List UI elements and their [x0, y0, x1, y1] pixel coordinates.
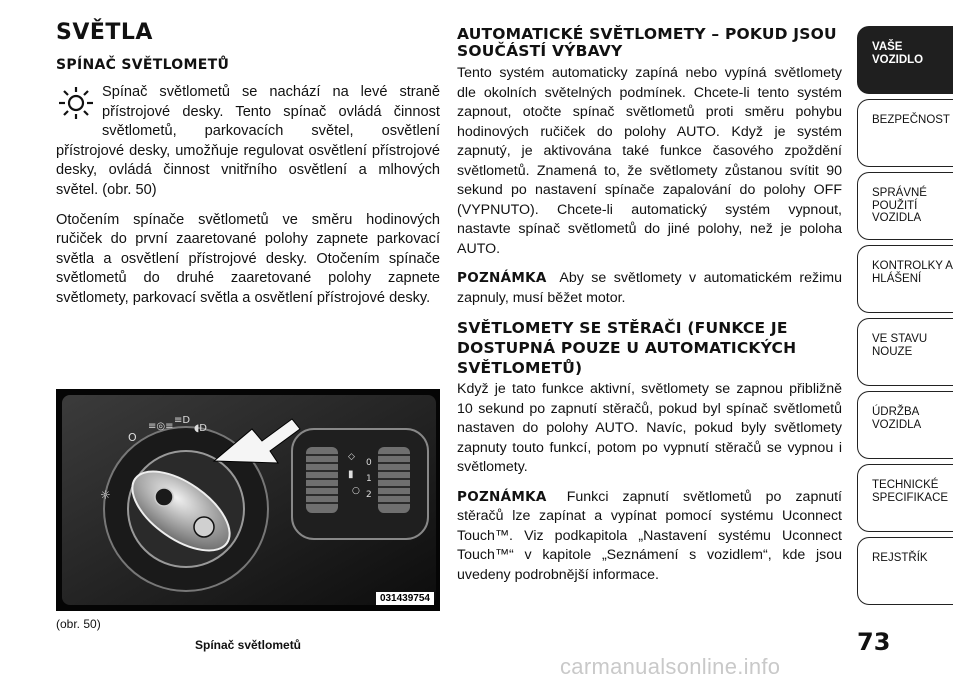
tab-rejstrik[interactable]: REJSTŘÍK: [857, 537, 953, 605]
light-sun-icon: [56, 85, 96, 123]
paragraph-text: Když je tato funkce aktivní, světlomety se zapnou přibližně 10 sekund po zapnutí stěračů, pokud byl spínač světlometů nastaven do polohy AUTO. Navíc, pokud byly světlomety zapnuty touto funkcí, potom po vypnutí stěračů se vypnou i světlomety.: [457, 381, 842, 475]
svg-text:▮: ▮: [348, 469, 354, 480]
page-number: 73: [857, 628, 891, 656]
right-column: [457, 26, 842, 595]
section-title: SVĚTLA: [56, 20, 153, 45]
left-column: [56, 20, 440, 319]
watermark: carmanualsonline.info: [560, 654, 781, 679]
svg-text:◖D: ◖D: [194, 423, 207, 434]
figure-reference: (obr. 50): [56, 617, 101, 631]
note-text: Funkci zapnutí světlometů po zapnutí stěračů lze zapínat a vypínat pomocí systému Uconnect Touch™. Viz podkapitola „Nastavení systému Uconnect Touch™“ v kapitole „Seznámení s vozidlem“, kde jsou uvedeny podrobnější informace.: [457, 488, 843, 583]
note-text: Aby se světlomety v automatickém režimu zapnuly, musí běžet motor.: [457, 270, 842, 306]
note-paragraph: [457, 269, 842, 308]
svg-text:≡◎≡: ≡◎≡: [148, 421, 174, 432]
paragraph-text: Otočením spínače světlometů ve směru hodinových ručiček do první zaaretované polohy zapnete parkovací světla a osvětlení přístrojové desky. Otočením spínače světlometů do druhé zaaretované polohy zapnete světlomety, parkovací světla a osvětlení přístrojové desky.: [56, 211, 440, 306]
tab-udrzba[interactable]: ÚDRŽBA VOZIDLA: [857, 391, 953, 459]
subsection-title: SPÍNAČ SVĚTLOMETŮ: [56, 57, 230, 73]
paragraph-text: Tento systém automaticky zapíná nebo vypíná světlomety dle okolních světelných podmínek. Chcete-li tento systém zapnout, otočte spínač světlometů proti směru pohybu hodinových ručiček do polohy AUTO. Když je systém zapnutý, je aktivována také funkce časového zpoždění světlometů. Znamená to, že světlomety zůstanou svítit 90 sekund po nastavení spínače zapalování do polohy OFF (VYPNUTO). Chcete-li automatický systém vypnout, nastavte spínač světlometů do jiné polohy, než je poloha AUTO.: [457, 65, 842, 257]
headlight-switch-illustration: [56, 389, 440, 611]
tab-vase-vozidlo[interactable]: VAŠE VOZIDLO: [857, 26, 953, 94]
tab-kontrolky[interactable]: KONTROLKY A HLÁŠENÍ: [857, 245, 953, 313]
svg-text:○: ○: [352, 486, 360, 496]
note-label: POZNÁMKA: [457, 488, 547, 505]
tab-bezpecnost[interactable]: BEZPEČNOST: [857, 99, 953, 167]
tab-spravne-pouziti[interactable]: SPRÁVNÉ POUŽITÍ VOZIDLA: [857, 172, 953, 240]
dial-label: 0: [366, 458, 372, 468]
svg-text:O: O: [128, 431, 137, 444]
svg-text:◇: ◇: [348, 452, 355, 462]
svg-text:≡D: ≡D: [174, 415, 191, 426]
tab-ve-stavu-nouze[interactable]: VE STAVU NOUZE: [857, 318, 953, 386]
wiper-headlights-heading: SVĚTLOMETY SE STĚRAČI (FUNKCE JE DOSTUPNÁ POUZE U AUTOMATICKÝCH SVĚTLOMETŮ): [457, 319, 797, 377]
note-label: POZNÁMKA: [457, 270, 547, 286]
chapter-tabs: [857, 26, 953, 610]
svg-text:☼: ☼: [100, 488, 111, 502]
paragraph-text: Spínač světlometů se nachází na levé straně přístrojové desky. Tento spínač ovládá činnost světlometů, parkovacích světel, osvětlení přístrojové desky, umožňuje regulovat osvětlení přístrojové desky, ovládá činnost vnitřního osvětlení a mlhových světel. (obr. 50): [56, 84, 440, 198]
figure-code: 031439754: [376, 592, 434, 605]
figure-caption: Spínač světlometů: [194, 638, 302, 652]
headlight-switch-figure: [56, 389, 440, 611]
auto-headlights-heading: AUTOMATICKÉ SVĚTLOMETY – POKUD JSOU SOUČÁSTÍ VÝBAVY: [457, 25, 837, 60]
dial-label: 1: [366, 474, 372, 484]
note-paragraph: [457, 488, 842, 586]
light-switch-description: [56, 83, 440, 201]
tab-technicke-specifikace[interactable]: TECHNICKÉ SPECIFIKACE: [857, 464, 953, 532]
dial-label: 2: [366, 490, 372, 500]
